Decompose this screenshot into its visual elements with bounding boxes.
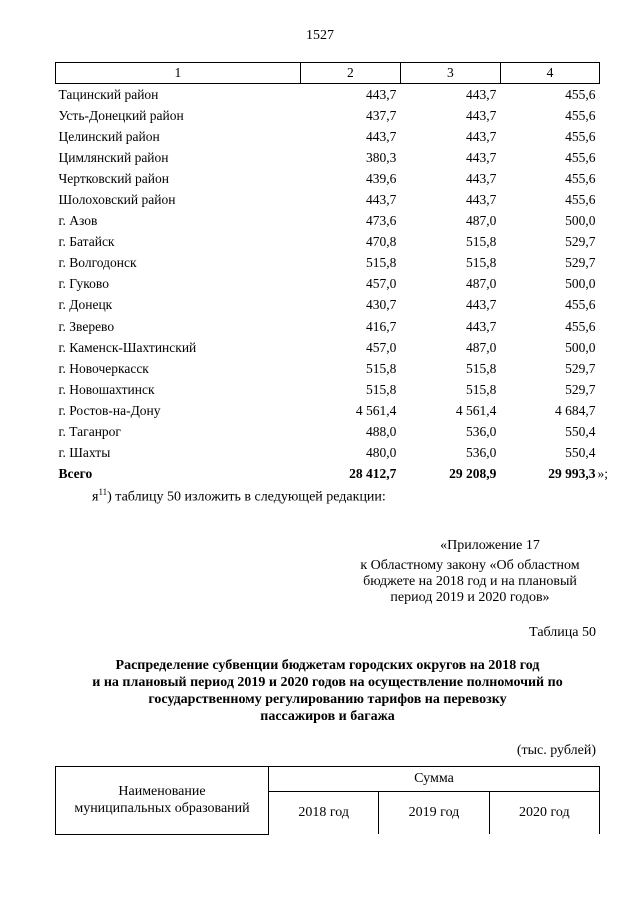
value-cell: 443,7 — [366, 86, 397, 102]
table-row — [56, 400, 600, 421]
value-cell: 4 561,4 — [455, 402, 497, 418]
total-value: 28 412,7 — [349, 466, 397, 482]
amendment-text — [92, 487, 386, 506]
footnote-ref: 11 — [98, 487, 108, 497]
table-row — [56, 379, 600, 400]
table-row — [56, 189, 600, 210]
municipality-name: г. Каменск-Шахтинский — [58, 339, 197, 355]
table-row — [56, 295, 600, 316]
heading-line: пассажиров и багажа — [260, 709, 395, 724]
value-cell: 515,8 — [366, 255, 397, 271]
table-row — [56, 232, 600, 253]
value-cell: 443,7 — [466, 149, 497, 165]
total-row — [56, 464, 600, 485]
column-header-4: 4 — [500, 63, 599, 84]
table-row — [56, 126, 600, 147]
value-cell: 4 684,7 — [555, 402, 596, 418]
municipality-name: г. Гуково — [58, 276, 109, 292]
year-2019-header: 2019 год — [379, 792, 489, 835]
municipality-name: г. Шахты — [58, 445, 111, 461]
municipality-name: Цимлянский район — [58, 149, 169, 165]
value-cell: 529,7 — [565, 381, 596, 397]
value-cell: 443,7 — [466, 128, 497, 144]
value-cell: 550,4 — [565, 445, 596, 461]
value-cell: 439,6 — [366, 170, 397, 186]
year-2018-header: 2018 год — [269, 792, 379, 835]
value-cell: 550,4 — [565, 424, 596, 440]
value-cell: 455,6 — [565, 170, 596, 186]
table-label: Таблица 50 — [529, 625, 596, 640]
value-cell: 529,7 — [565, 234, 596, 250]
table-row — [56, 168, 600, 189]
value-cell: 487,0 — [466, 276, 497, 292]
municipality-name: Усть-Донецкий район — [58, 107, 184, 123]
value-cell: 470,8 — [366, 234, 397, 250]
value-cell: 455,6 — [565, 149, 596, 165]
value-cell: 455,6 — [565, 297, 596, 313]
value-cell: 457,0 — [366, 339, 397, 355]
value-cell: 443,7 — [466, 297, 497, 313]
budget-table-continued — [55, 62, 609, 485]
heading-line: государственному регулированию тарифов на перевозку — [148, 692, 507, 707]
sum-column-header: Сумма — [269, 767, 600, 792]
municipality-name: г. Батайск — [58, 234, 115, 250]
value-cell: 455,6 — [565, 86, 596, 102]
heading-line: Распределение субвенции бюджетам городских округов на 2018 год — [115, 658, 540, 673]
municipality-name: Целинский район — [58, 128, 160, 144]
total-value: 29 208,9 — [449, 466, 497, 482]
value-cell: 480,0 — [366, 445, 397, 461]
value-cell: 500,0 — [565, 276, 596, 292]
value-cell: 443,7 — [466, 192, 497, 208]
table-row — [56, 211, 600, 232]
appendix-line: бюджете на 2018 год и на плановый — [363, 574, 577, 589]
table-row — [56, 443, 600, 464]
value-cell: 536,0 — [466, 424, 497, 440]
value-cell: 430,7 — [366, 297, 397, 313]
value-cell: 473,6 — [366, 213, 397, 229]
table-row — [56, 316, 600, 337]
value-cell: 455,6 — [565, 107, 596, 123]
value-cell: 455,6 — [565, 192, 596, 208]
value-cell: 487,0 — [466, 213, 497, 229]
amendment-body: ) таблицу 50 изложить в следующей редакции: — [107, 489, 386, 505]
value-cell: 529,7 — [565, 255, 596, 271]
value-cell: 4 561,4 — [355, 402, 397, 418]
municipality-name: г. Новошахтинск — [58, 381, 155, 397]
municipality-name: г. Новочеркасск — [58, 360, 149, 376]
value-cell: 515,8 — [366, 381, 397, 397]
value-cell: 500,0 — [565, 339, 596, 355]
column-header-1: 1 — [56, 63, 301, 84]
appendix-title: «Приложение 17 — [440, 538, 540, 553]
table-row — [56, 422, 600, 443]
value-cell: 443,7 — [366, 128, 397, 144]
value-cell: 536,0 — [466, 445, 497, 461]
municipality-column-header — [56, 767, 269, 835]
value-cell: 515,8 — [366, 360, 397, 376]
table-row — [56, 147, 600, 168]
table-row — [56, 105, 600, 126]
value-cell: 515,8 — [466, 381, 497, 397]
value-cell: 500,0 — [565, 213, 596, 229]
municipality-name: г. Зверево — [58, 318, 115, 334]
value-cell: 443,7 — [466, 86, 497, 102]
column-header-2: 2 — [300, 63, 400, 84]
section-heading — [55, 657, 600, 725]
page-number: 1527 — [306, 28, 334, 43]
municipality-name: г. Азов — [58, 213, 98, 229]
value-cell: 416,7 — [366, 318, 397, 334]
table-row — [56, 337, 600, 358]
value-cell: 487,0 — [466, 339, 497, 355]
value-cell: 437,7 — [366, 107, 397, 123]
table-row — [56, 84, 600, 106]
appendix-line: к Областному закону «Об областном — [360, 558, 580, 573]
municipality-name: г. Донецк — [58, 297, 113, 313]
header-line: муниципальных образований — [74, 801, 250, 817]
units-label: (тыс. рублей) — [516, 743, 596, 758]
total-value: 29 993,3 »; — [548, 466, 609, 482]
year-2020-header: 2020 год — [489, 792, 599, 835]
amendment-prefix: я — [92, 489, 99, 505]
heading-line: и на плановый период 2019 и 2020 годов на осуществление полномочий по — [92, 675, 563, 690]
value-cell: 455,6 — [565, 128, 596, 144]
table-row — [56, 274, 600, 295]
header-line: Наименование — [118, 784, 206, 800]
table-body — [56, 84, 609, 485]
total-label: Всего — [58, 466, 93, 482]
value-cell: 443,7 — [466, 318, 497, 334]
municipality-name: г. Ростов-на-Дону — [58, 402, 161, 418]
value-cell: 488,0 — [366, 424, 397, 440]
appendix-line: период 2019 и 2020 годов» — [390, 590, 550, 605]
municipality-name: г. Таганрог — [58, 424, 121, 440]
table-row — [56, 253, 600, 274]
value-cell: 443,7 — [466, 170, 497, 186]
table-header-row — [56, 63, 600, 84]
value-cell: 457,0 — [366, 276, 397, 292]
appendix-reference — [320, 538, 620, 606]
value-cell: 443,7 — [466, 107, 497, 123]
municipality-name: Тацинский район — [58, 86, 159, 102]
table-row — [56, 358, 600, 379]
value-cell: 455,6 — [565, 318, 596, 334]
municipality-name: Чертковский район — [58, 170, 169, 186]
value-cell: 380,3 — [366, 149, 397, 165]
value-cell: 443,7 — [366, 192, 397, 208]
value-cell: 515,8 — [466, 255, 497, 271]
municipality-name: Шолоховский район — [58, 192, 176, 208]
municipality-name: г. Волгодонск — [58, 255, 137, 271]
value-cell: 529,7 — [565, 360, 596, 376]
subvention-table — [55, 766, 600, 835]
value-cell: 515,8 — [466, 360, 497, 376]
column-header-3: 3 — [400, 63, 500, 84]
value-cell: 515,8 — [466, 234, 497, 250]
closing-quote: »; — [597, 466, 609, 482]
